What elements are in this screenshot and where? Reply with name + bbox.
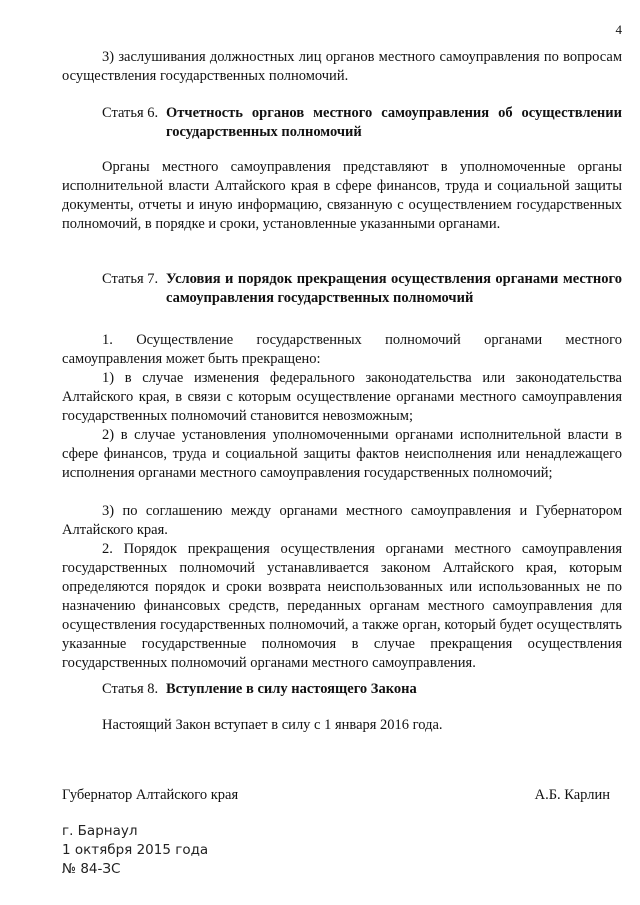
signatory-name: А.Б. Карлин xyxy=(534,787,610,803)
article-7-clause-2: 2. Порядок прекращения осуществления органами местного самоуправления государственных полномочий устанавливается законом Алтайского края, которым определяются порядок и сроки возврата неиспользованных или использованных не по назначению финансовых средств, переданных органам местного самоуправления для осуществления государственных полномочий, а также орган, который будет осуществлять указанные государственные полномочия в случае прекращения осуществления государственных полномочий органами местного самоуправления. xyxy=(62,541,622,671)
article-7-clause-1: 1. Осуществление государственных полномочий органами местного самоуправления может быть прекращено: xyxy=(62,332,622,367)
article-8-heading xyxy=(102,680,622,699)
article-6-heading xyxy=(102,104,622,142)
article-7-heading xyxy=(102,270,622,308)
signatory-position: Губернатор Алтайского края xyxy=(62,787,239,803)
article-8-text: Настоящий Закон вступает в силу с 1 января 2016 года. xyxy=(102,717,443,733)
article-8-label: Статья 8. xyxy=(102,681,159,697)
place-date-number xyxy=(62,822,208,879)
paragraph-intro: 3) заслушивания должностных лиц органов местного самоуправления по вопросам осуществления государственных полномочий. xyxy=(62,49,622,84)
article-7-clause-1-item-2: 2) в случае установления уполномоченными органами исполнительной власти в сфере финансов, труда и социальной защиты фактов неисполнения или ненадлежащего исполнения органами местного самоуправления государственных полномочий; xyxy=(62,427,622,481)
page-number: 4 xyxy=(615,22,622,37)
article-7-clause-1-item-1: 1) в случае изменения федерального законодательства или законодательства Алтайского края, в связи с которым осуществление органами местного самоуправления государственных полномочий становится невозможным; xyxy=(62,370,622,424)
article-8-title: Вступление в силу настоящего Закона xyxy=(166,681,417,697)
article-6-title: Отчетность органов местного самоуправления об осуществлении государственных полномочий xyxy=(166,105,622,140)
date: 1 октября 2015 года xyxy=(62,842,209,858)
article-7-clause-1-item-3: 3) по соглашению между органами местного самоуправления и Губернатором Алтайского края. xyxy=(62,503,622,538)
article-7-label: Статья 7. xyxy=(102,271,159,287)
law-number: № 84-ЗС xyxy=(62,861,121,877)
article-6-text: Органы местного самоуправления представляют в уполномоченные органы исполнительной власти Алтайского края в сфере финансов, труда и социальной защиты документы, отчеты и иную информацию, связанную с осуществлением государственных полномочий, в порядке и сроки, установленные указанными органами. xyxy=(62,159,622,232)
article-6-label: Статья 6. xyxy=(102,105,159,121)
city: г. Барнаул xyxy=(62,823,138,839)
article-7-title: Условия и порядок прекращения осуществления органами местного самоуправления государственных полномочий xyxy=(166,271,622,306)
